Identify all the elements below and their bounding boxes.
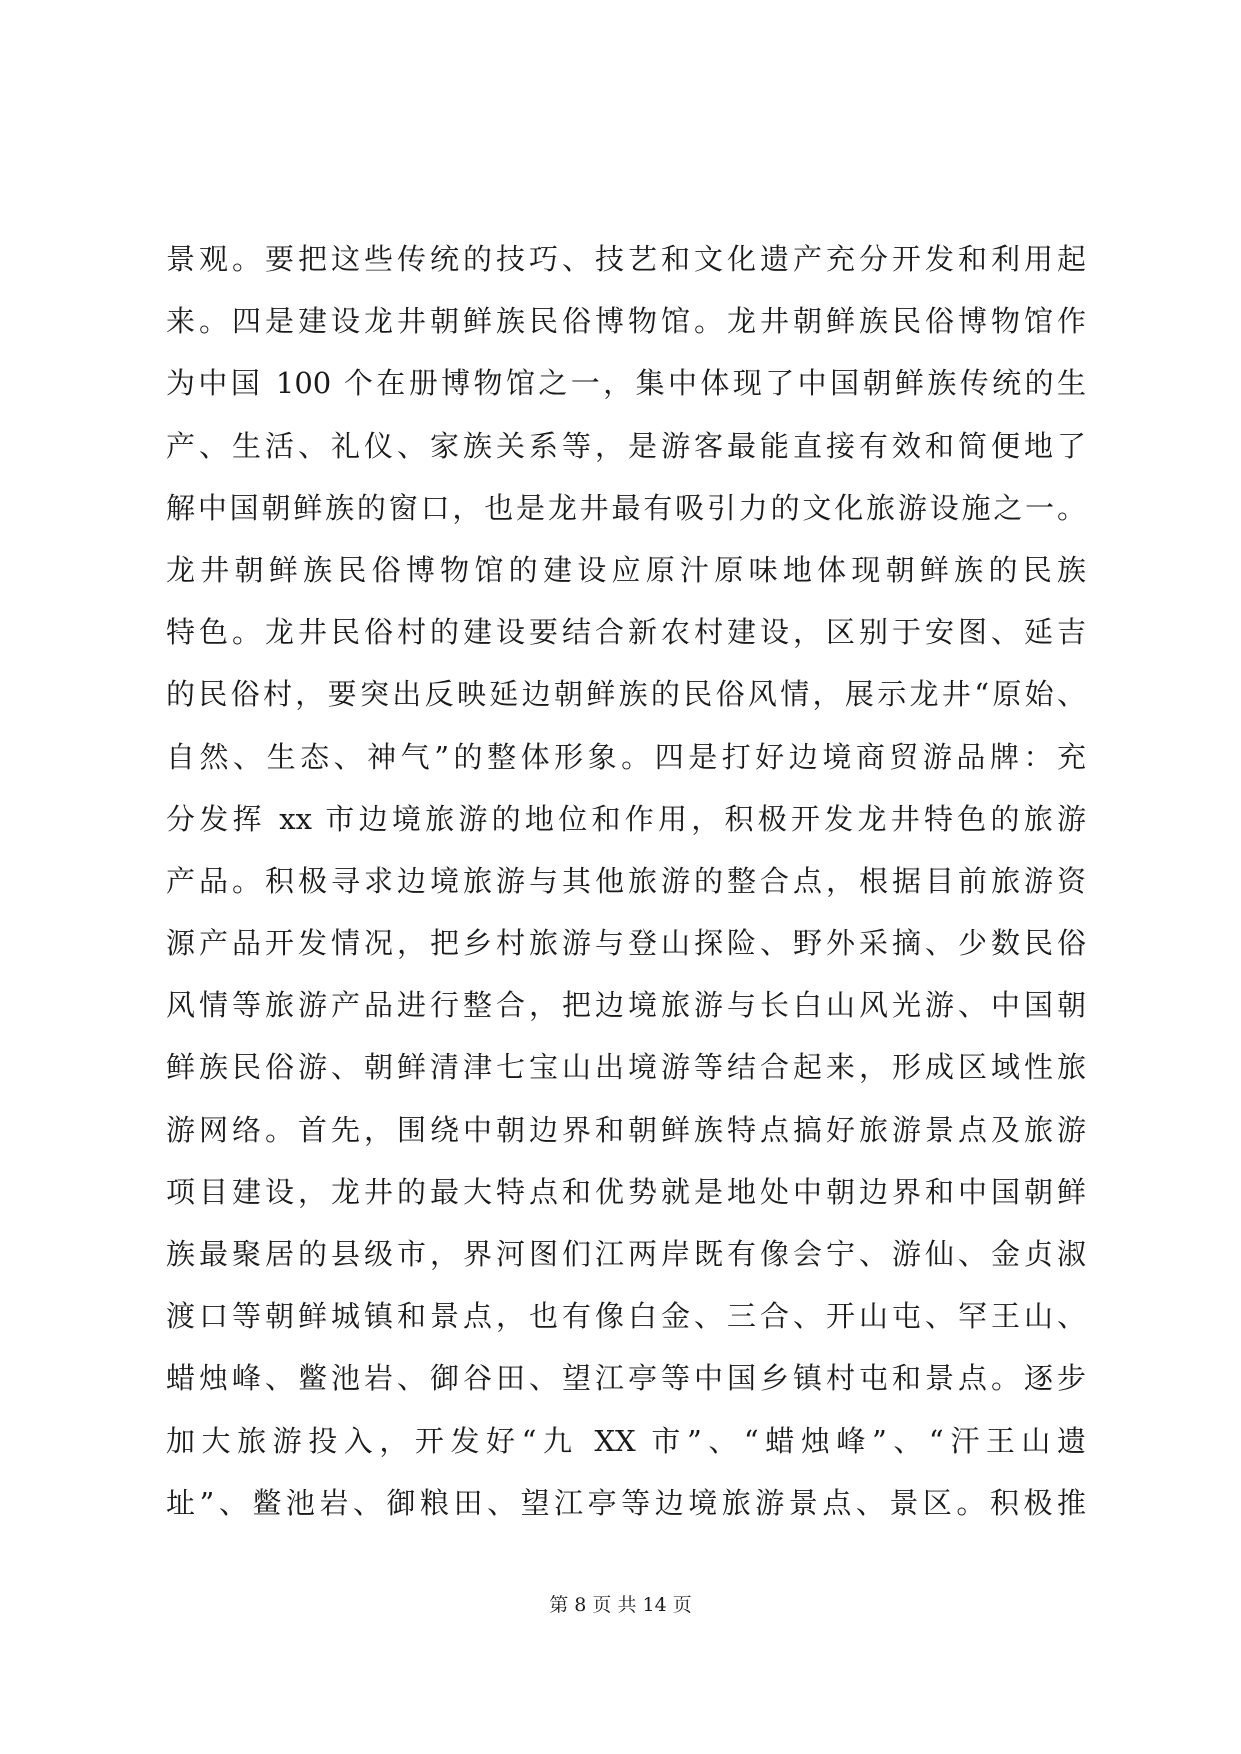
text-line: 特色。龙井民俗村的建设要结合新农村建设，区别于安图、延吉 <box>166 615 1086 650</box>
text-line: 源产品开发情况，把乡村旅游与登山探险、野外采摘、少数民俗 <box>166 926 1086 961</box>
text-line: 鲜族民俗游、朝鲜清津七宝山出境游等结合起来，形成区域性旅 <box>166 1050 1086 1085</box>
text-line: 的民俗村，要突出反映延边朝鲜族的民俗风情，展示龙井“原始、 <box>166 677 1086 712</box>
text-line: 渡口等朝鲜城镇和景点，也有像白金、三合、开山屯、罕王山、 <box>166 1299 1086 1334</box>
text-line: 产品。积极寻求边境旅游与其他旅游的整合点，根据目前旅游资 <box>166 863 1086 898</box>
text-line: 分发挥 xx 市边境旅游的地位和作用，积极开发龙井特色的旅游 <box>166 801 1086 836</box>
text-line: 景观。要把这些传统的技巧、技艺和文化遗产充分开发和利用起 <box>166 242 1086 276</box>
text-line: 族最聚居的县级市，界河图们江两岸既有像会宁、游仙、金贞淑 <box>166 1237 1086 1271</box>
text-line: 项目建设，龙井的最大特点和优势就是地处中朝边界和中国朝鲜 <box>166 1174 1086 1209</box>
text-line: 自然、生态、神气”的整体形象。四是打好边境商贸游品牌：充 <box>166 739 1086 774</box>
page-number-footer: 第 8 页 共 14 页 <box>549 1594 692 1616</box>
text-line: 产、生活、礼仪、家族关系等，是游客最能直接有效和简便地了 <box>166 428 1086 463</box>
text-line: 蜡烛峰、鳖池岩、御谷田、望江亭等中国乡镇村屯和景点。逐步 <box>166 1361 1086 1396</box>
text-line: 址”、鳖池岩、御粮田、望江亭等边境旅游景点、景区。积极推 <box>166 1485 1086 1520</box>
text-line: 加大旅游投入，开发好“九 XX 市”、“蜡烛峰”、“汗王山遗 <box>166 1423 1086 1458</box>
text-line: 解中国朝鲜族的窗口，也是龙井最有吸引力的文化旅游设施之一。 <box>166 490 1086 525</box>
text-line: 游网络。首先，围绕中朝边界和朝鲜族特点搞好旅游景点及旅游 <box>166 1112 1086 1147</box>
text-line: 风情等旅游产品进行整合，把边境旅游与长白山风光游、中国朝 <box>166 988 1086 1023</box>
document-body <box>166 228 1086 1534</box>
text-line: 龙井朝鲜族民俗博物馆的建设应原汁原味地体现朝鲜族的民族 <box>166 552 1086 587</box>
text-line: 为中国 100 个在册博物馆之一，集中体现了中国朝鲜族传统的生 <box>166 366 1086 401</box>
text-line: 来。四是建设龙井朝鲜族民俗博物馆。龙井朝鲜族民俗博物馆作 <box>166 304 1086 339</box>
